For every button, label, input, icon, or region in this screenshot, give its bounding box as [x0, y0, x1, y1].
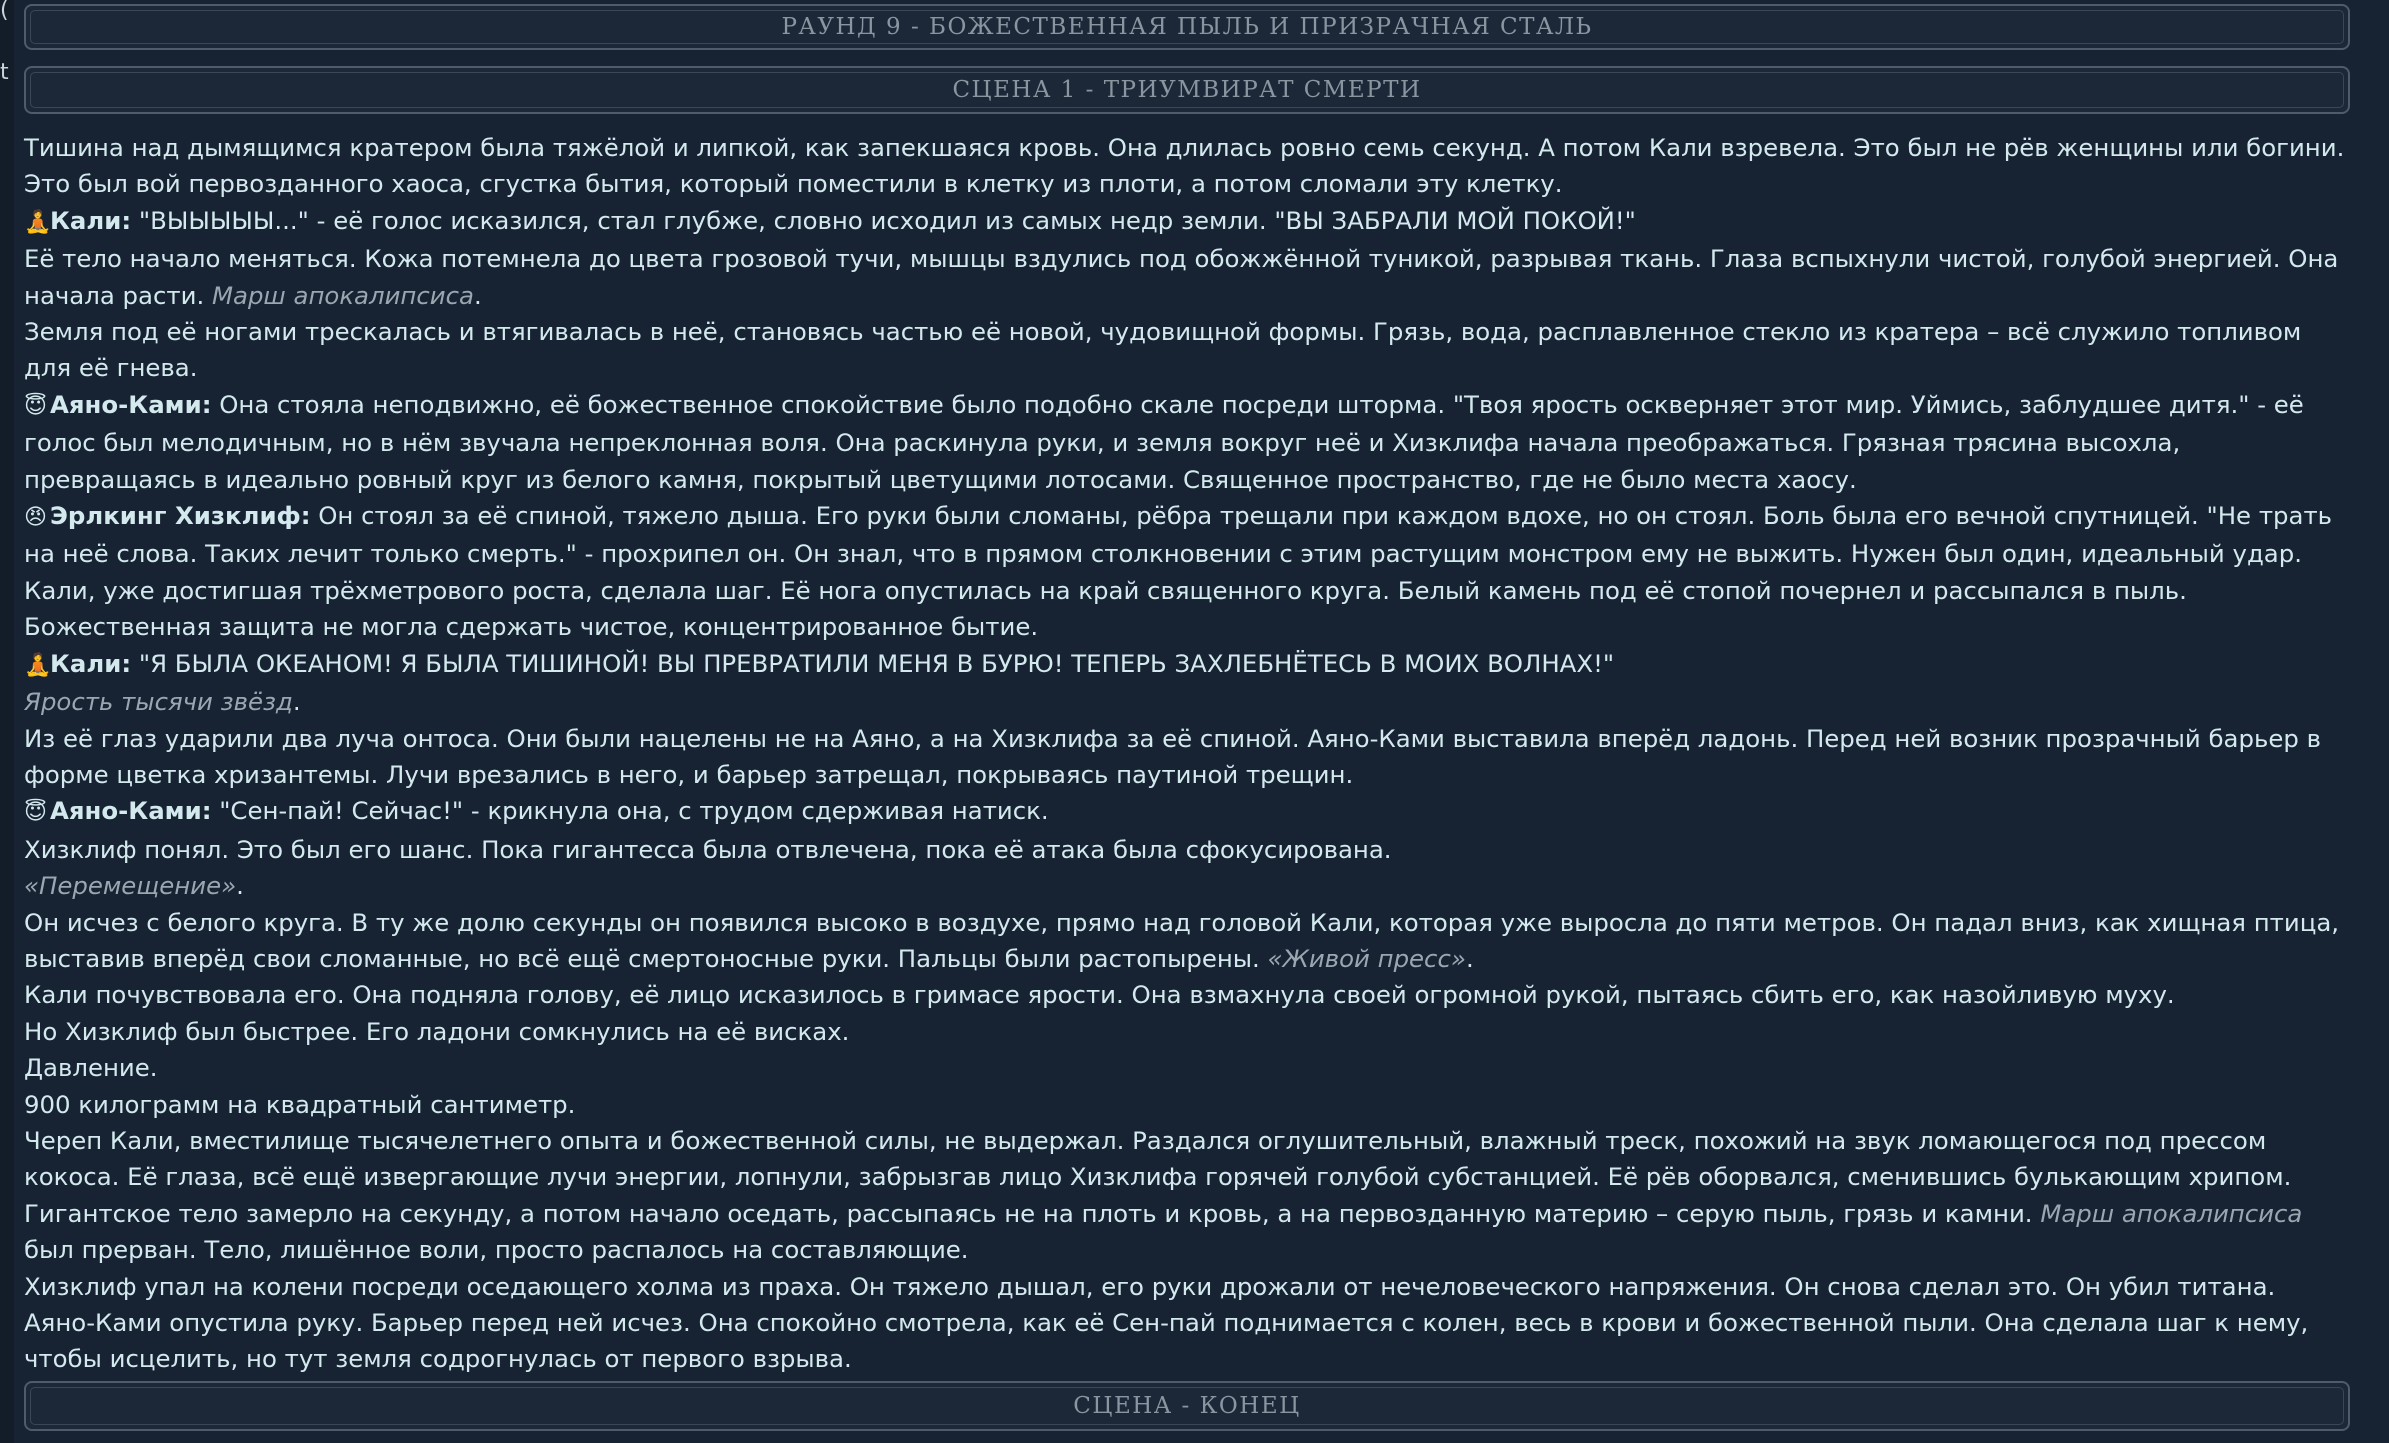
halo-smile-emoji-icon: 😇	[24, 800, 47, 826]
narration-paragraph: Кали почувствовала его. Она подняла голову, её лицо исказилось в гримасе ярости. Она взмахнула своей огромной рукой, пытаясь сбить его, как назойливую муху.	[24, 980, 2175, 1010]
scene-end-banner	[24, 1381, 2350, 1431]
window-left-edge	[0, 0, 14, 1443]
halo-smile-emoji-icon: 😇	[24, 393, 47, 419]
narration-paragraph: Её тело начало меняться. Кожа потемнела до цвета грозовой тучи, мышцы вздулись под обожжённой туникой, разрывая ткань. Глаза вспыхнули чистой, голубой энергией. Она начала расти. Марш апокалипсиса.	[24, 244, 2339, 310]
skill-name: Ярость тысячи звёзд	[24, 687, 293, 717]
speaker-name: Кали:	[50, 205, 132, 235]
scene-end-title: СЦЕНА - КОНЕЦ	[1073, 1393, 1301, 1419]
round-title: РАУНД 9 - БОЖЕСТВЕННАЯ ПЫЛЬ И ПРИЗРАЧНАЯ СТАЛЬ	[781, 14, 1593, 40]
dialogue-text: "ВЫЫЫЫЫ..." - её голос исказился, стал глубже, словно исходил из самых недр земли. "ВЫ ЗАБРАЛИ МОЙ ПОКОЙ!"	[131, 205, 1636, 235]
edge-glyph-top: (	[0, 0, 9, 23]
narration-paragraph: Аяно-Ками опустила руку. Барьер перед ней исчез. Она спокойно смотрела, как её Сен-пай поднимается с колен, весь в крови и божественной пыли. Она сделала шаг к нему, чтобы исцелить, но тут земля содрогнулась от первого взрыва.	[24, 1308, 2309, 1374]
skill-name: Марш апокалипсиса	[2040, 1198, 2303, 1228]
dialogue-heathcliff	[24, 498, 2354, 573]
dialogue-text: Он стоял за её спиной, тяжело дыша. Его руки были сломаны, рёбра трещали при каждом вдохе, но он стоял. Боль была его вечной спутницей. "Не трать на неё слова. Таких лечит только смерть." - прохрипел он. Он знал, что в прямом столкновении с этим растущим монстром ему не выжить. Нужен был один, идеальный удар.	[24, 501, 2333, 569]
narration-paragraph: Кали, уже достигшая трёхметрового роста, сделала шаг. Её нога опустилась на край священного круга. Белый камень под её стопой почернел и рассыпался в пыль. Божественная защита не могла сдержать чистое, концентрированное бытие.	[24, 575, 2187, 642]
dialogue-text: "Сен-пай! Сейчас!" - крикнула она, с трудом сдерживая натиск.	[211, 796, 1049, 826]
skill-line: Ярость тысячи звёзд.	[24, 687, 301, 717]
narration-paragraph: Земля под её ногами трескалась и втягивалась в неё, становясь частью её новой, чудовищной формы. Грязь, вода, расплавленное стекло из кратера – всё служило топливом для её гнева.	[24, 317, 2302, 383]
dialogue-kali	[24, 203, 2354, 241]
speaker-name: Кали:	[50, 648, 132, 678]
dialogue-text: Она стояла неподвижно, её божественное спокойствие было подобно скале посреди шторма. "Твоя ярость оскверняет этот мир. Уймись, заблудшее дитя." - её голос был мелодичным, но в нём звучала непреклонная воля. Она раскинула руки, и земля вокруг неё и Хизклифа начала преображаться. Грязная трясина высохла, превращаясь в идеально ровный круг из белого камня, покрытый цветущими лотосами. Священное пространство, где не было места хаосу.	[24, 389, 2304, 494]
skill-line: «Перемещение».	[24, 871, 244, 901]
dialogue-ayano-kami	[24, 387, 2354, 498]
narration-paragraph: Хизклиф понял. Это был его шанс. Пока гигантесса была отвлечена, пока её атака была сфокусирована.	[24, 834, 1392, 864]
angry-face-emoji-icon: 😠	[24, 505, 47, 531]
dialogue-text: "Я БЫЛА ОКЕАНОМ! Я БЫЛА ТИШИНОЙ! ВЫ ПРЕВРАТИЛИ МЕНЯ В БУРЮ! ТЕПЕРЬ ЗАХЛЕБНЁТЕСЬ В МОИХ ВОЛНАХ!"	[131, 648, 1615, 678]
narration-paragraph: Он исчез с белого круга. В ту же долю секунды он появился высоко в воздухе, прямо над головой Кали, которая уже выросла до пяти метров. Он падал вниз, как хищная птица, выставив вперёд свои сломанные, но всё ещё смертоносные руки. Пальцы были растопырены. «Живой пресс».	[24, 907, 2340, 973]
skill-name: Марш апокалипсиса	[211, 280, 474, 310]
scene-title-banner	[24, 66, 2350, 114]
narration-paragraph: Из её глаз ударили два луча онтоса. Они были нацелены не на Аяно, а на Хизклифа за её спиной. Аяно-Ками выставила вперёд ладонь. Перед ней возник прозрачный барьер в форме цветка хризантемы. Лучи врезались в него, и барьер затрещал, покрываясь паутиной трещин.	[24, 723, 2321, 789]
narration-paragraph: 900 килограмм на квадратный сантиметр.	[24, 1089, 576, 1119]
round-title-banner	[24, 4, 2350, 50]
speaker-name: Аяно-Ками:	[50, 796, 212, 826]
edge-glyph-second: t	[0, 60, 9, 85]
skill-name: «Перемещение»	[24, 871, 237, 901]
story-text	[24, 130, 2354, 1378]
dialogue-kali	[24, 646, 2354, 684]
dialogue-ayano-kami	[24, 793, 2354, 831]
meditation-emoji-icon: 🧘	[24, 652, 52, 678]
narration-paragraph: Хизклиф упал на колени посреди оседающего холма из праха. Он тяжело дышал, его руки дрожали от нечеловеческого напряжения. Он снова сделал это. Он убил титана.	[24, 1271, 2276, 1301]
narration-paragraph: Тишина над дымящимся кратером была тяжёлой и липкой, как запекшаяся кровь. Она длилась ровно семь секунд. А потом Кали взревела. Это был не рёв женщины или богини. Это был вой первозданного хаоса, сгустка бытия, который поместили в клетку из плоти, а потом сломали эту клетку.	[24, 133, 2345, 199]
narration-paragraph: Но Хизклиф был быстрее. Его ладони сомкнулись на её висках.	[24, 1016, 850, 1046]
narration-paragraph: Гигантское тело замерло на секунду, а потом начало оседать, рассыпаясь не на плоть и кровь, а на первозданную материю – серую пыль, грязь и камни. Марш апокалипсиса был прерван. Тело, лишённое воли, просто распалось на составляющие.	[24, 1198, 2303, 1265]
meditation-emoji-icon: 🧘	[24, 209, 52, 235]
skill-name: «Живой пресс»	[1267, 943, 1466, 973]
narration-paragraph: Череп Кали, вместилище тысячелетнего опыта и божественной силы, не выдержал. Раздался оглушительный, влажный треск, похожий на звук ломающегося под прессом кокоса. Её глаза, всё ещё извергающие лучи энергии, лопнули, забрызгав лицо Хизклифа горячей голубой субстанцией. Её рёв оборвался, сменившись булькающим хрипом.	[24, 1125, 2292, 1192]
narration-paragraph: Давление.	[24, 1053, 158, 1083]
scene-title: СЦЕНА 1 - ТРИУМВИРАТ СМЕРТИ	[952, 77, 1422, 103]
speaker-name: Эрлкинг Хизклиф:	[50, 501, 311, 531]
speaker-name: Аяно-Ками:	[50, 389, 212, 419]
